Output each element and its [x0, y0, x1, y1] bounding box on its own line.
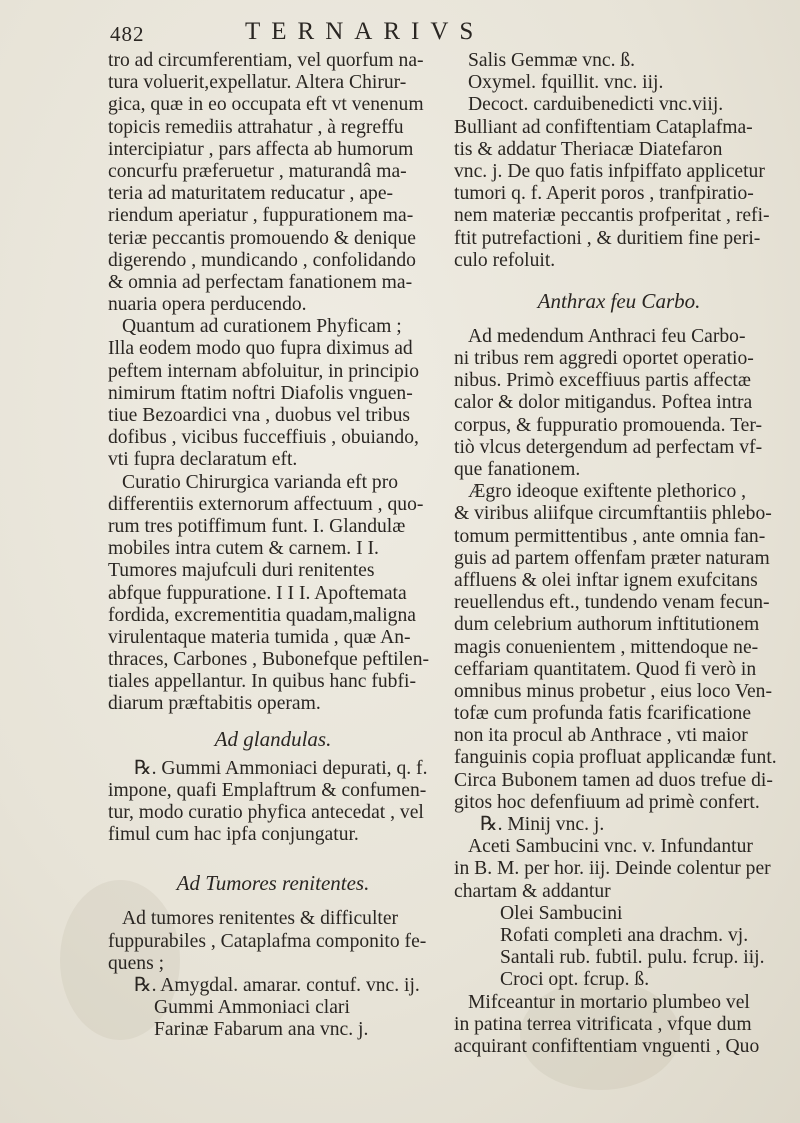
text-line: Oxymel. fquillit. vnc. iij. — [468, 72, 664, 94]
text-line: Olei Sambucini — [500, 902, 623, 924]
text-line: ℞. Amygdal. amarar. contuf. vnc. ij. — [134, 974, 420, 996]
paragraph — [454, 326, 784, 481]
text-line: Farinæ Fabarum ana vnc. j. — [154, 1019, 369, 1041]
text-line: diarum præftabitis operam. — [108, 693, 321, 715]
text-line: ℞. Minij vnc. j. — [480, 814, 605, 835]
left-column — [108, 50, 438, 1042]
text-line: affluens & olei inftar ignem exufcitans — [454, 569, 758, 591]
text-line: virulentaque materia tumida , quæ An- — [108, 626, 411, 648]
text-line: acquirant confiftentiam vnguenti , Quo — [454, 1035, 760, 1057]
text-line: Ad tumores renitentes & difficulter — [122, 908, 399, 930]
text-line: riendum aperiatur , fuppurationem ma- — [108, 205, 414, 227]
text-line: thraces, Carbones , Bubonefque peftilen- — [108, 649, 430, 671]
text-line: calor & dolor mitigandus. Poftea intra — [454, 392, 753, 414]
text-line: teria ad maturitatem reducatur , ape- — [108, 183, 394, 205]
text-line: teriæ peccantis promouendo & denique — [108, 227, 416, 249]
recipe — [454, 50, 784, 272]
text-line: Rofati completi ana drachm. vj. — [500, 924, 749, 946]
text-line: fanguinis copia profluat applicandæ funt. — [454, 747, 777, 769]
text-line: fordida, excrementitia quadam,maligna — [108, 604, 416, 626]
text-line: que fanationem. — [454, 459, 581, 480]
text-line: fuppurabiles , Cataplafma componito fe- — [108, 930, 427, 952]
text-line: tro ad circumferentiam, vel quorfum na- — [108, 50, 424, 71]
text-line: gitos hoc defenfiuum ad primè confert. — [454, 791, 760, 813]
recipe — [108, 975, 438, 1042]
text-line: tofæ cum profunda fatis fcarificatione — [454, 703, 752, 725]
text-line: differentiis externorum affectuum , quo- — [108, 493, 424, 515]
text-line: culo refoluit. — [454, 249, 556, 271]
recipe — [454, 814, 784, 1058]
text-line: Bulliant ad confiftentiam Cataplafma- — [454, 116, 753, 138]
text-line: Salis Gemmæ vnc. ß. — [468, 50, 636, 71]
text-line: nimirum ftatim noftri Diafolis vnguen- — [108, 382, 413, 404]
text-line: ftit putrefactioni , & duritiem fine peri- — [454, 227, 761, 249]
text-line: peftem internam abfoluitur, in principio — [108, 360, 419, 382]
text-line: in patina terrea vitrificata , vfque dum — [454, 1013, 752, 1035]
paragraph — [108, 316, 438, 471]
paragraph — [108, 50, 438, 316]
text-line: Quantum ad curationem Phyficam ; — [122, 316, 402, 338]
paragraph — [108, 908, 438, 975]
text-line: gica, quæ in eo occupata eft vt venenum — [108, 94, 424, 116]
running-title: TERNARIVS — [245, 18, 485, 45]
text-line: guis ad partem offenfam præter naturam — [454, 547, 770, 569]
text-line: tis & addatur Theriacæ Diatefaron — [454, 138, 723, 160]
text-line: tur, modo curatio phyfica antecedat , vel — [108, 802, 424, 823]
page-number: 482 — [110, 22, 145, 46]
text-line: Tumores majufculi duri renitentes — [108, 560, 375, 582]
text-line: nuaria opera perducendo. — [108, 294, 307, 316]
text-line: intercipiatur , pars affecta ab humorum — [108, 138, 414, 160]
section-heading: Ad glandulas. — [214, 726, 332, 751]
section-heading: Ad Tumores renitentes. — [176, 871, 370, 896]
text-line: concurfu præferuetur , maturandâ ma- — [108, 160, 407, 182]
paragraph — [454, 481, 784, 814]
text-line: topicis remediis attrahatur , à regreffu — [108, 116, 404, 138]
text-line: ni tribus rem aggredi oportet operatio- — [454, 348, 754, 370]
text-line: vnc. j. De quo fatis infpiffato applicetur — [454, 160, 765, 182]
right-column — [454, 50, 784, 1058]
text-line: Ad medendum Anthraci feu Carbo- — [468, 325, 746, 347]
text-line: fimul cum hac ipfa conjungatur. — [108, 824, 359, 846]
spacer — [454, 272, 784, 278]
text-line: ceffariam quantitatem. Quod fi verò in — [454, 658, 757, 680]
text-line: non ita procul ab Anthrace , vti maior — [454, 725, 748, 747]
text-line: Gummi Ammoniaci clari — [154, 997, 350, 1019]
text-line: Aceti Sambucini vnc. v. Infundantur — [468, 836, 753, 858]
text-line: mobiles intra cutem & carnem. I I. — [108, 538, 379, 560]
text-line: Croci opt. fcrup. ß. — [500, 969, 650, 991]
text-line: Circa Bubonem tamen ad duos trefue di- — [454, 769, 773, 791]
text-line: Decoct. carduibenedicti vnc.viij. — [468, 94, 724, 116]
text-line: tiales appellantur. In quibus hanc fubfi- — [108, 671, 416, 693]
paragraph — [108, 472, 438, 716]
text-line: vti fupra declaratum eft. — [108, 449, 298, 471]
text-line: omnibus minus probetur , eius loco Ven- — [454, 680, 773, 702]
text-line: Santali rub. fubtil. pulu. fcrup. iij. — [500, 947, 765, 969]
text-line: magis conuenientem , mittendoque ne- — [454, 636, 759, 658]
text-line: chartam & addantur — [454, 880, 611, 902]
text-line: nem materiæ peccantis profperitat , refi- — [454, 205, 770, 227]
text-line: tomum permittentibus , ante omnia fan- — [454, 525, 766, 547]
text-line: impone, quafi Emplaftrum & confumen- — [108, 779, 427, 801]
text-line: & omnia ad perfectam fanationem ma- — [108, 271, 413, 293]
text-line: & viribus aliifque circumftantiis phlebo- — [454, 503, 772, 525]
text-line: tumori q. f. Aperit poros , tranfpiratio- — [454, 183, 754, 205]
page-header — [110, 16, 720, 50]
text-line: quens ; — [108, 952, 165, 974]
text-line: tiue Bezoardici vna , duobus vel tribus — [108, 405, 411, 426]
text-line: dum celebrium authorum inftitutionem — [454, 614, 760, 636]
text-line: in B. M. per hor. iij. Deinde colentur per — [454, 858, 771, 880]
text-line: Ægro ideoque exiftente plethorico , — [468, 481, 747, 503]
section-heading: Anthrax feu Carbo. — [537, 288, 701, 313]
text-line: dofibus , vicibus fucceffiuis , obuiando, — [108, 427, 419, 449]
text-line: nibus. Primò exceffiuus partis affectæ — [454, 370, 751, 392]
spacer — [108, 846, 438, 860]
text-line: rum tres potiffimum funt. I. Glandulæ — [108, 515, 406, 537]
text-line: Illa eodem modo quo fupra diximus ad — [108, 338, 413, 360]
paragraph — [108, 758, 438, 847]
text-line: corpus, & fuppuratio promouenda. Ter- — [454, 414, 763, 436]
text-line: digerendo , mundicando , confolidando — [108, 249, 416, 271]
text-line: ℞. Gummi Ammoniaci depurati, q. f. — [134, 757, 428, 779]
text-line: Mifceantur in mortario plumbeo vel — [468, 991, 750, 1013]
text-line: tiò vlcus detergendum ad perfectam vf- — [454, 436, 763, 458]
text-line: reuellendus eft., tundendo venam fecun- — [454, 592, 770, 614]
text-line: Curatio Chirurgica varianda eft pro — [122, 471, 399, 493]
text-line: tura voluerit,expellatur. Altera Chirur- — [108, 72, 407, 94]
text-line: abfque fuppuratione. I I I. Apoftemata — [108, 582, 407, 604]
